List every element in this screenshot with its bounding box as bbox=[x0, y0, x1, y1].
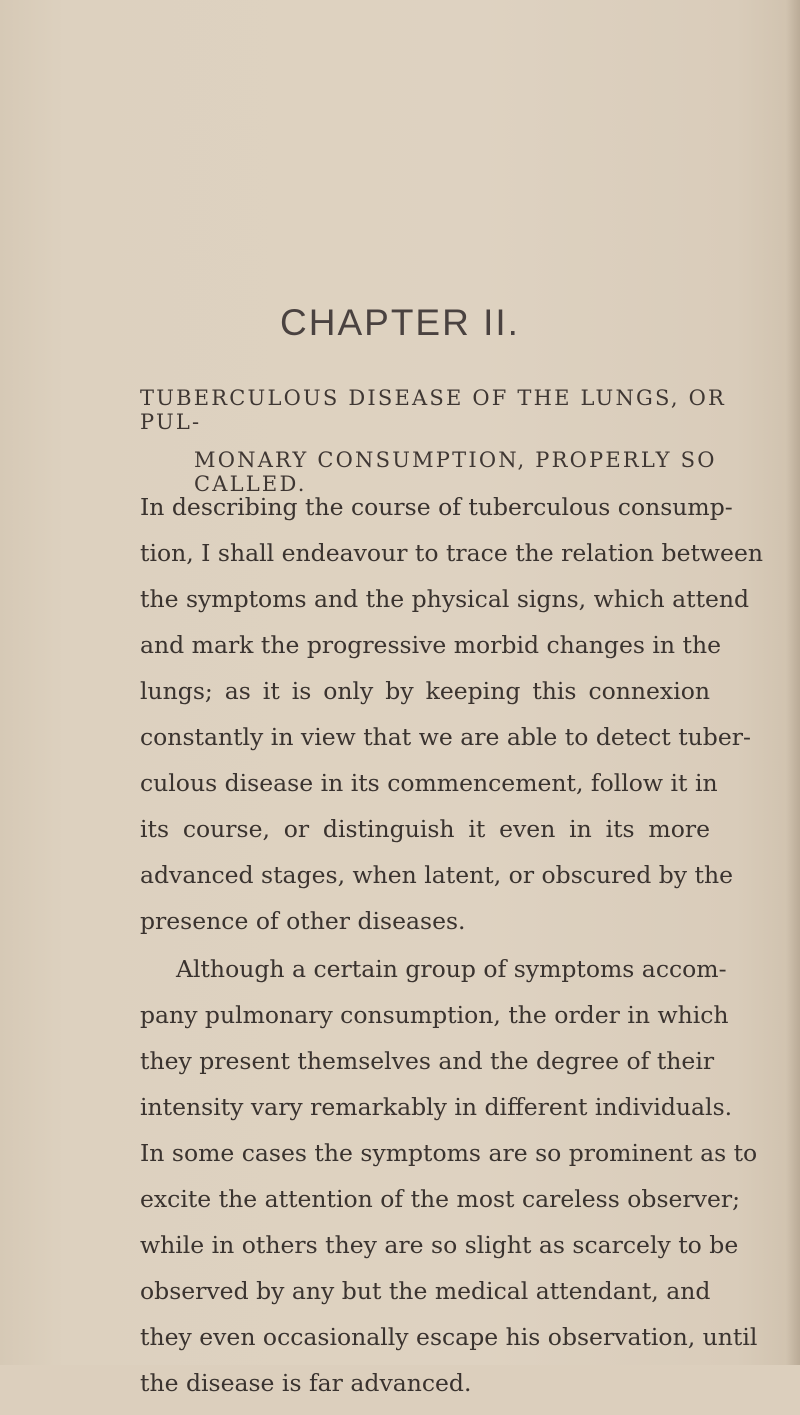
paragraph-2-line: observed by any but the medical attendant, and bbox=[140, 1277, 711, 1305]
paragraph-2-line: In some cases the symptoms are so prominent as to bbox=[140, 1139, 758, 1167]
paragraph-1-line: advanced stages, when latent, or obscured by the bbox=[140, 861, 734, 889]
page-edge-shadow bbox=[786, 0, 800, 1365]
paragraph-2-line: while in others they are so slight as scarcely to be bbox=[140, 1231, 739, 1259]
section-heading-line-1: TUBERCULOUS DISEASE OF THE LUNGS, OR PUL- bbox=[140, 386, 727, 434]
chapter-title: CHAPTER II. bbox=[280, 302, 520, 343]
paragraph-2-line: Although a certain group of symptoms accom- bbox=[176, 955, 727, 983]
paragraph-2-line: the disease is far advanced. bbox=[140, 1369, 472, 1397]
section-heading-line-2: MONARY CONSUMPTION, PROPERLY SO CALLED. bbox=[194, 448, 717, 496]
paragraph-1-line: tion, I shall endeavour to trace the relation between bbox=[140, 539, 763, 567]
paragraph-1-line: In describing the course of tuberculous consump- bbox=[140, 493, 733, 521]
paragraph-1-line: and mark the progressive morbid changes in the bbox=[140, 631, 722, 659]
paragraph-2-line: intensity vary remarkably in different individuals. bbox=[140, 1093, 733, 1121]
paragraph-1-line: its course, or distinguish it even in its more bbox=[140, 815, 710, 843]
paragraph-2-line: they even occasionally escape his observation, until bbox=[140, 1323, 758, 1351]
paragraph-1-line: presence of other diseases. bbox=[140, 907, 466, 935]
paragraph-1-line: lungs; as it is only by keeping this connexion bbox=[140, 677, 710, 705]
paragraph-2-line: excite the attention of the most careless observer; bbox=[140, 1185, 740, 1213]
paragraph-1-line: the symptoms and the physical signs, which attend bbox=[140, 585, 750, 613]
paragraph-2-line: pany pulmonary consumption, the order in which bbox=[140, 1001, 729, 1029]
paragraph-1-line: constantly in view that we are able to detect tuber- bbox=[140, 723, 751, 751]
paragraph-2-line: they present themselves and the degree of their bbox=[140, 1047, 715, 1075]
paragraph-1-line: culous disease in its commencement, follow it in bbox=[140, 769, 718, 797]
